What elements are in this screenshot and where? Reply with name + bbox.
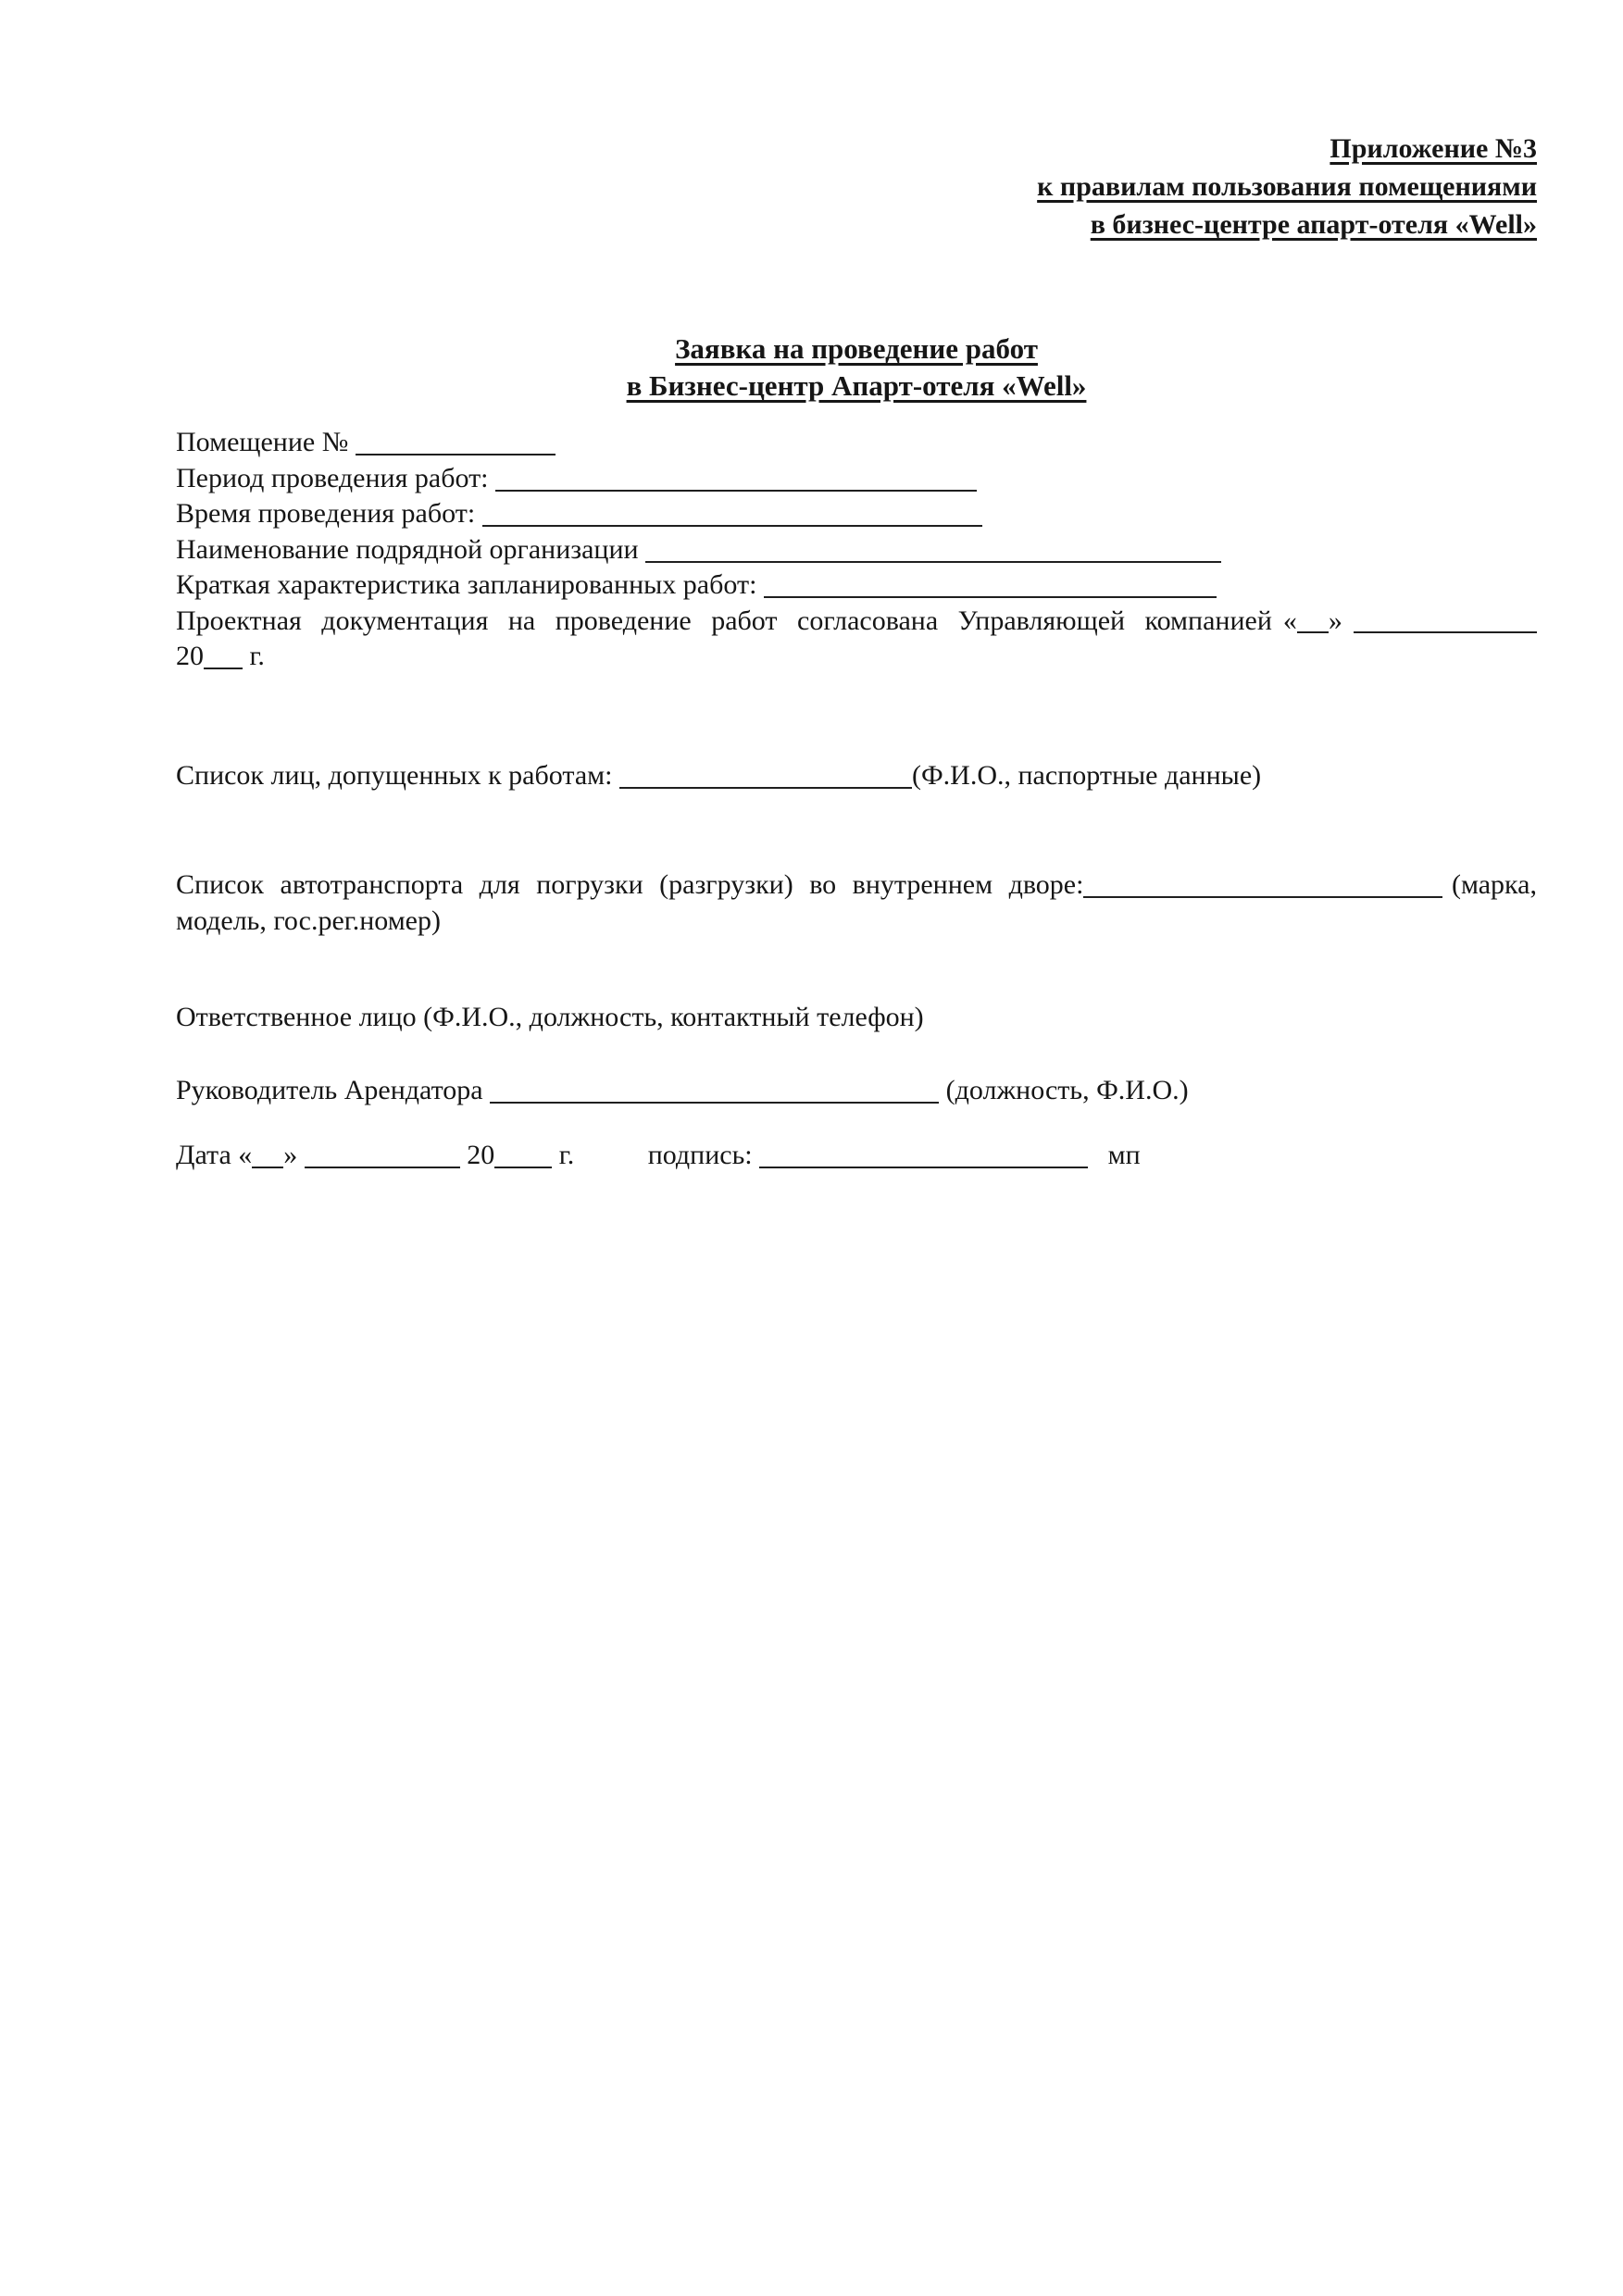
date-year-blank <box>494 1152 552 1168</box>
vehicles-hint-part2: модель, гос.рег.номер) <box>176 905 441 936</box>
date-quote-open: « <box>238 1140 253 1170</box>
year-prefix: 20 <box>176 641 204 671</box>
works-description-blank <box>764 581 1217 598</box>
field-time-label: Время проведения работ: <box>176 498 476 529</box>
field-works-description <box>176 568 1537 604</box>
field-period-label: Период проведения работ: <box>176 462 489 493</box>
date-day-blank <box>252 1152 283 1168</box>
form-title-line-1: Заявка на проведение работ <box>675 332 1038 365</box>
appendix-header <box>176 130 1537 243</box>
field-tenant-head <box>176 1073 1537 1109</box>
contractor-blank <box>645 546 1221 563</box>
field-room <box>176 425 1537 461</box>
persons-hint: (Ф.И.О., паспортные данные) <box>911 759 1262 791</box>
date-quote-close: » <box>283 1140 298 1170</box>
tenant-head-hint: (должность, Ф.И.О.) <box>945 1074 1189 1105</box>
vehicles-hint-part1: (марка, <box>1451 869 1537 900</box>
responsible-label: Ответственное лицо (Ф.И.О., должность, контактный телефон) <box>176 1002 924 1032</box>
field-works-label: Краткая характеристика запланированных работ: <box>176 569 757 600</box>
date-month-blank <box>305 1152 460 1168</box>
persons-blank <box>619 772 912 789</box>
signature-label: подпись: <box>647 1140 753 1170</box>
year-suffix: г. <box>249 641 265 671</box>
vehicles-label: Список автотранспорта для погрузки (разгрузки) во внутреннем дворе: <box>176 869 1084 900</box>
vehicles-blank <box>1083 881 1442 898</box>
form-title-line-2: в Бизнес-центр Апарт-отеля «Well» <box>626 369 1087 402</box>
appendix-line-3: в бизнес-центре апарт-отеля «Well» <box>1090 209 1537 240</box>
project-doc-day-blank <box>1297 617 1329 633</box>
field-vehicles <box>176 867 1537 939</box>
form-title <box>176 331 1537 405</box>
vehicles-second-line <box>176 904 1537 940</box>
period-blank <box>495 475 977 492</box>
field-contractor <box>176 532 1537 568</box>
signature-blank <box>759 1152 1088 1168</box>
field-project-doc-year <box>176 639 1537 675</box>
stamp-label: мп <box>1107 1140 1141 1170</box>
date-year-prefix: 20 <box>467 1140 495 1170</box>
project-doc-text: Проектная документация на проведение работ согласована Управляющей компанией <box>176 605 1272 636</box>
field-persons <box>176 758 1537 794</box>
date-label: Дата <box>176 1140 231 1170</box>
form-fields <box>176 425 1537 675</box>
field-time <box>176 496 1537 532</box>
project-doc-month-blank <box>1354 617 1537 633</box>
date-year-suffix: г. <box>558 1140 575 1170</box>
tenant-head-label: Руководитель Арендатора <box>176 1074 483 1105</box>
project-doc-quote-close: » <box>1328 605 1342 636</box>
appendix-line-2: к правилам пользования помещениями <box>1037 171 1537 202</box>
field-room-label: Помещение № <box>176 427 349 457</box>
appendix-line-1: Приложение №3 <box>1330 133 1537 164</box>
field-contractor-label: Наименование подрядной организации <box>176 533 639 565</box>
year-blank <box>204 653 243 669</box>
field-period <box>176 461 1537 497</box>
page-content <box>176 0 1537 1174</box>
field-responsible <box>176 1000 1537 1036</box>
field-date-signature <box>176 1138 1537 1174</box>
field-project-doc <box>176 604 1537 640</box>
room-number-blank <box>356 439 556 455</box>
tenant-head-blank <box>490 1087 939 1104</box>
time-blank <box>482 510 982 527</box>
vehicles-first-line <box>176 867 1537 904</box>
persons-label: Список лиц, допущенных к работам: <box>176 759 613 791</box>
project-doc-quote-open: « <box>1282 605 1297 636</box>
